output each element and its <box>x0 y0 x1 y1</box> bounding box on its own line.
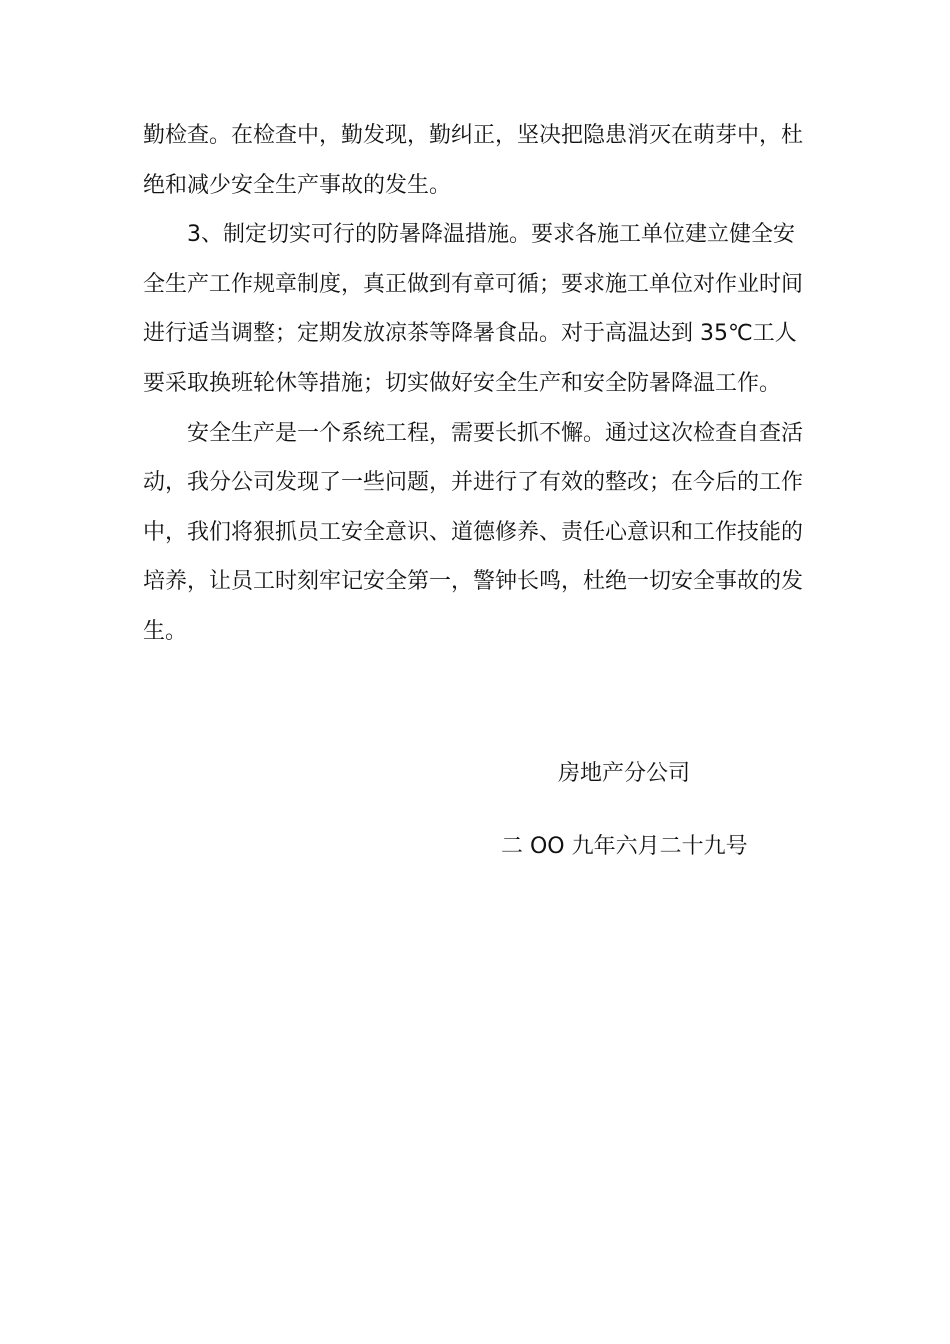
text-line: 要采取换班轮休等措施；切实做好安全生产和安全防暑降温工作。 <box>143 370 782 396</box>
text-line: 培养，让员工时刻牢记安全第一，警钟长鸣，杜绝一切安全事故的发 <box>143 569 804 595</box>
text-line: 中，我们将狠抓员工安全意识、道德修养、责任心意识和工作技能的 <box>143 519 804 545</box>
signature-company: 房地产分公司 <box>558 761 691 786</box>
text-line: 全生产工作规章制度，真正做到有章可循；要求施工单位对作业时间 <box>143 271 804 297</box>
paragraph-start-line: 3、制定切实可行的防暑降温措施。要求各施工单位建立健全安 <box>187 222 795 248</box>
paragraph-start-line: 安全生产是一个系统工程，需要长抓不懈。通过这次检查自查活 <box>187 420 804 446</box>
text-line: 生。 <box>143 618 188 644</box>
text-line: 动，我分公司发现了一些问题，并进行了有效的整改；在今后的工作 <box>143 470 804 496</box>
signature-date: 二 OO 九年六月二十九号 <box>501 834 748 859</box>
text-line: 勤检查。在检查中，勤发现，勤纠正，坚决把隐患消灭在萌芽中，杜 <box>143 123 804 148</box>
text-line: 绝和减少安全生产事故的发生。 <box>143 172 452 198</box>
text-line: 进行适当调整；定期发放凉茶等降暑食品。对于高温达到 35℃工人 <box>143 321 797 347</box>
